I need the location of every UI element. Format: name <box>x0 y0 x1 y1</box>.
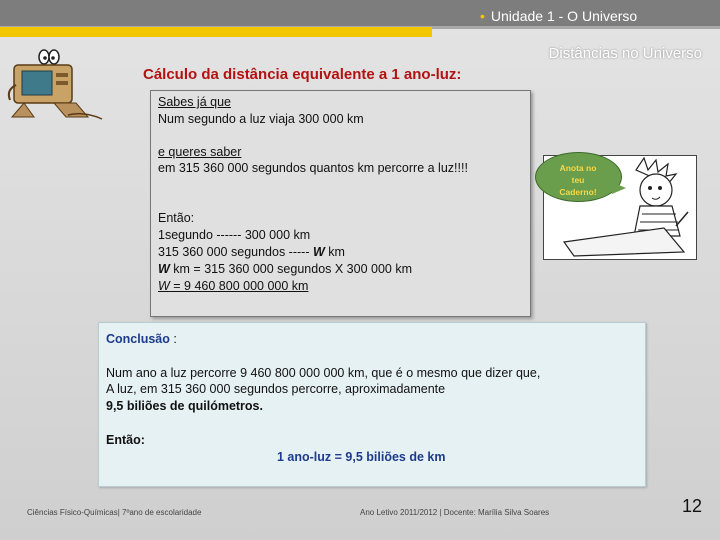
conclusion-text-1: Num ano a luz percorre 9 460 800 000 000 km, que é o mesmo que dizer que, <box>106 366 541 380</box>
bubble-line-3: Caderno! <box>559 187 597 197</box>
section-title: Distâncias no Universo <box>548 45 702 62</box>
speech-bubble-text <box>540 162 616 198</box>
calc-line-2: Num segundo a luz viaja 300 000 km <box>158 112 364 126</box>
calc-step-4-b: = 9 460 800 000 000 km <box>169 279 309 293</box>
calc-line-4: em 315 360 000 segundos quantos km percorre a luz!!!! <box>158 161 468 175</box>
bubble-line-1: Anota no <box>559 163 597 173</box>
calc-step-3-b: km = 315 360 000 segundos X 300 000 km <box>169 262 412 276</box>
calc-step-1: 1segundo ------ 300 000 km <box>158 228 311 242</box>
conclusion-colon: : <box>169 332 177 346</box>
calc-step-4 <box>158 279 308 293</box>
calculation-box <box>150 90 531 317</box>
computer-character-icon <box>4 45 106 125</box>
calc-step-4-w: W <box>158 279 170 293</box>
unit-title <box>480 8 637 24</box>
conclusion-text-3: 9,5 biliões de quilómetros. <box>106 399 263 413</box>
calc-step-2-a: 315 360 000 segundos ----- <box>158 245 313 259</box>
conclusion-text-2: A luz, em 315 360 000 segundos percorre, aproximadamente <box>106 382 446 396</box>
calc-then: Então: <box>158 211 195 225</box>
calc-step-3 <box>158 262 412 276</box>
final-equation: 1 ano-luz = 9,5 biliões de km <box>277 450 446 464</box>
bubble-line-2: teu <box>571 175 585 185</box>
calc-step-3-w: W <box>158 262 170 276</box>
calc-line-3: e queres saber <box>158 145 242 159</box>
footer-left: Ciências Físico-Químicas| 7ºano de escolaridade <box>27 508 202 517</box>
page-number: 12 <box>682 496 703 516</box>
calc-step-2 <box>158 245 345 259</box>
conclusion-label: Conclusão <box>106 332 170 346</box>
footer-middle: Ano Letivo 2011/2012 | Docente: Marília Silva Soares <box>360 508 550 517</box>
page-heading: Cálculo da distância equivalente a 1 ano-luz: <box>143 66 462 83</box>
conclusion-box <box>98 322 646 487</box>
unit-title-text: Unidade 1 - O Universo <box>490 8 638 24</box>
conclusion-heading <box>106 332 177 346</box>
bullet-icon: • <box>480 8 485 24</box>
conclusion-then: Então: <box>106 433 145 447</box>
calc-step-2-b: km <box>324 245 345 259</box>
calc-step-2-w: W <box>312 245 325 259</box>
calc-line-1: Sabes já que <box>158 95 231 109</box>
top-bar-accent <box>432 26 720 29</box>
yellow-accent-stripe <box>0 27 432 37</box>
